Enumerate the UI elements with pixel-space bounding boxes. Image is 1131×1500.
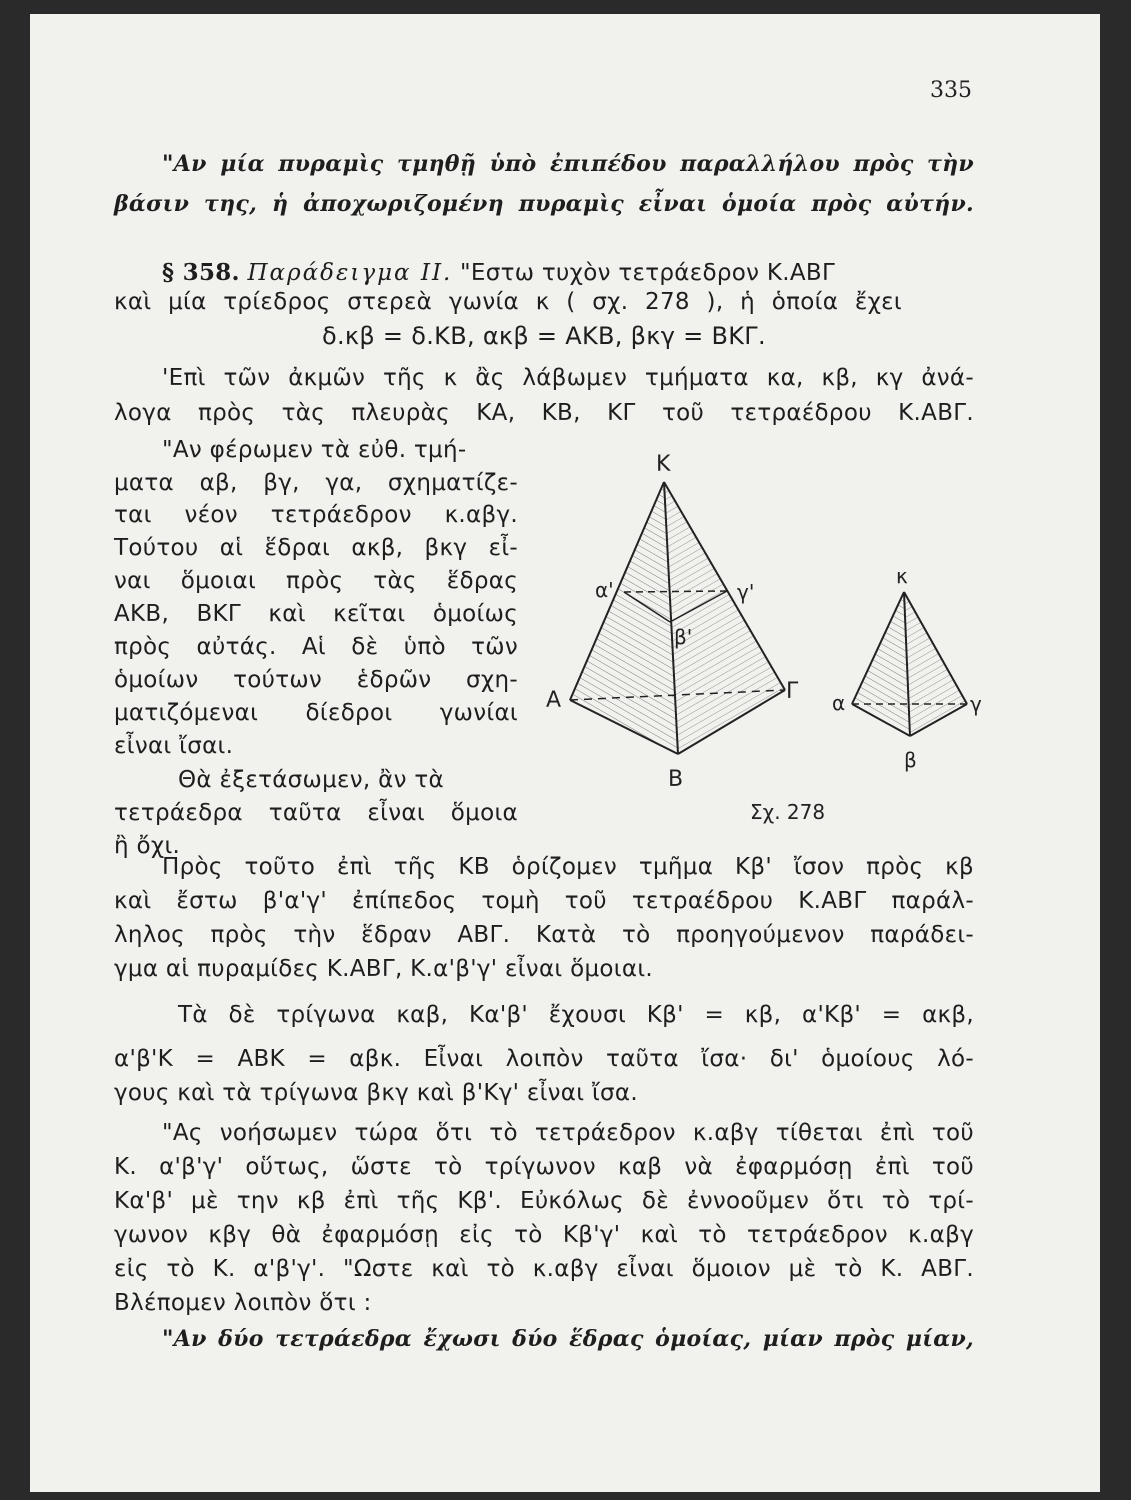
face-KAB: [570, 482, 678, 754]
label-K: Κ: [656, 452, 671, 477]
para2-line-1: "Αν φέρωμεν τὰ εὐθ. τμή-: [162, 437, 467, 463]
page-number: 335: [930, 78, 972, 103]
theorem-bottom: "Αν δύο τετράεδρα ἔχωσι δύο ἕδρας ὁμοίας, μίαν πρὸς μίαν,: [162, 1326, 974, 1352]
section-number: § 358.: [162, 259, 240, 286]
para2-line-7: πρὸς αὐτάς. Αἱ δὲ ὑπὸ τῶν: [114, 634, 518, 660]
para2-line-10: εἶναι ἴσαι.: [114, 733, 234, 759]
label-k: κ: [896, 564, 908, 588]
para2-line-6: ΑΚΒ, ΒΚΓ καὶ κεῖται ὁμοίως: [114, 601, 518, 627]
para2-line-8: ὁμοίων τούτων ἑδρῶν σχη-: [114, 667, 518, 693]
section-title: Παράδειγμα ΙΙ.: [247, 260, 453, 286]
para6-line-2: Κ. α'β'γ' οὕτως, ὥστε τὸ τρίγωνον καβ νὰ ἐφαρμόσῃ ἐπὶ τοῦ: [114, 1154, 974, 1180]
para4-line-4: γμα αἱ πυραμίδες Κ.ΑΒΓ, Κ.α'β'γ' εἶναι ὅμοιαι.: [114, 956, 654, 982]
para2-line-9: ματιζόμεναι δίεδροι γωνίαι: [114, 700, 518, 726]
label-a: α: [832, 691, 846, 715]
para6-line-4: γωνον κβγ θὰ ἐφαρμόσῃ εἰς τὸ Κβ'γ' καὶ τὸ τετράεδρον κ.αβγ: [114, 1222, 974, 1248]
para5-line-1: Τὰ δὲ τρίγωνα καβ, Κα'β' ἔχουσι Κβ' = κβ, α'Κβ' = ακβ,: [178, 1002, 974, 1028]
section-text-2: καὶ μία τρίεδρος στερεὰ γωνία κ ( σχ. 278 ), ἡ ὁποία ἔχει: [114, 289, 902, 315]
para6-line-3: Κα'β' μὲ την κβ ἐπὶ τῆς Κβ'. Εὐκόλως δὲ ἐννοοῦμεν ὅτι τὸ τρί-: [114, 1188, 974, 1214]
label-A: Α: [546, 688, 562, 713]
para4-line-3: ληλος πρὸς τὴν ἕδραν ΑΒΓ. Κατὰ τὸ προηγούμενον παράδει-: [114, 922, 974, 948]
para5-line-2: α'β'Κ = ΑΒΚ = αβκ. Εἶναι λοιπὸν ταῦτα ἴσα· δι' ὁμοίους λό-: [114, 1046, 974, 1072]
book-page: [30, 14, 1100, 1492]
face-KBG: [664, 482, 785, 754]
large-tetrahedron: [546, 452, 799, 792]
face-kab: [852, 592, 910, 736]
para1-line-1: 'Επὶ τῶν ἀκμῶν τῆς κ ἂς λάβωμεν τμήματα κα, κβ, κγ ἀνά-: [162, 365, 974, 391]
para3-line-1: Θὰ ἐξετάσωμεν, ἂν τὰ: [178, 767, 444, 793]
label-g: γ: [970, 692, 982, 716]
para2-line-2: ματα αβ, βγ, γα, σχηματίζε-: [114, 470, 518, 496]
label-b1: β': [674, 625, 693, 649]
para1-line-2: λογα πρὸς τὰς πλευρὰς ΚΑ, ΚΒ, ΚΓ τοῦ τετραέδρου Κ.ΑΒΓ.: [114, 400, 974, 426]
para2-line-3: ται νέον τετράεδρον κ.αβγ.: [114, 502, 518, 528]
label-B: Β: [668, 767, 684, 792]
section-a1g1: [624, 591, 727, 592]
para2-line-5: ναι ὅμοιαι πρὸς τὰς ἕδρας: [114, 568, 518, 594]
para6-line-5: εἰς τὸ Κ. α'β'γ'. "Ωστε καὶ τὸ κ.αβγ εἶναι ὅμοιον μὲ τὸ Κ. ΑΒΓ.: [114, 1256, 974, 1282]
face-kbg: [904, 592, 967, 736]
para5-line-3: γους καὶ τὰ τρίγωνα βκγ καὶ β'Κγ' εἶναι ἴσα.: [114, 1080, 638, 1106]
label-G: Γ: [786, 679, 799, 704]
label-g1: γ': [737, 580, 755, 604]
theorem-line-1: "Αν μία πυραμὶς τμηθῇ ὑπὸ ἐπιπέδου παραλλήλου πρὸς τὴν: [162, 151, 974, 177]
section-text-1: "Εστω τυχὸν τετράεδρον Κ.ΑΒΓ: [459, 260, 836, 286]
para4-line-1: Πρὸς τοῦτο ἐπὶ τῆς ΚΒ ὁρίζομεν τμῆμα Κβ' ἴσον πρὸς κβ: [162, 854, 974, 880]
para3-line-2: τετράεδρα ταῦτα εἶναι ὅμοια: [114, 800, 518, 826]
para3-line-3: ἢ ὄχι.: [114, 833, 181, 859]
para6-line-1: "Ας νοήσωμεν τώρα ὅτι τὸ τετράεδρον κ.αβγ τίθεται ἐπὶ τοῦ: [162, 1120, 974, 1146]
para2-line-4: Τούτου αἱ ἕδραι ακβ, βκγ εἶ-: [114, 535, 518, 561]
label-b: β: [904, 748, 917, 772]
small-tetrahedron: [832, 564, 982, 772]
angle-formula: δ.κβ = δ.ΚΒ, ακβ = ΑΚΒ, βκγ = ΒΚΓ.: [322, 322, 766, 350]
theorem-line-2: βάσιν της, ἡ ἀποχωριζομένη πυραμὶς εἶναι ὁμοία πρὸς αὐτήν.: [114, 191, 974, 217]
para4-line-2: καὶ ἔστω β'α'γ' ἐπίπεδος τομὴ τοῦ τετραέδρου Κ.ΑΒΓ παράλ-: [114, 888, 974, 914]
label-a1: α': [595, 578, 614, 602]
para6-line-6: Βλέπομεν λοιπὸν ὅτι :: [114, 1290, 372, 1316]
figure-caption: Σχ. 278: [750, 800, 826, 824]
